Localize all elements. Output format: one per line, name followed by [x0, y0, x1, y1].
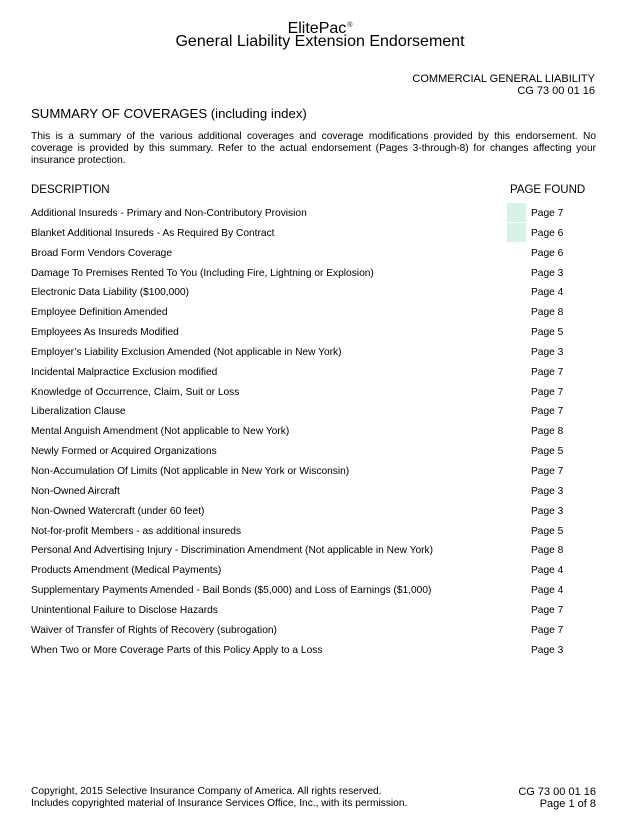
- page-found: Page 8: [531, 307, 564, 319]
- document-title: General Liability Extension Endorsement: [175, 33, 465, 50]
- column-header-description: DESCRIPTION: [31, 184, 110, 196]
- line-of-business: COMMERCIAL GENERAL LIABILITY: [412, 73, 595, 85]
- table-row: [31, 282, 601, 302]
- table-row: [31, 342, 601, 362]
- page-found: Page 8: [531, 426, 564, 438]
- coverage-description: Additional Insureds - Primary and Non-Contributory Provision: [31, 208, 307, 219]
- page-found: Page 7: [531, 366, 564, 378]
- footer-page-number: Page 1 of 8: [539, 798, 596, 810]
- column-header-page-found: PAGE FOUND: [510, 184, 586, 196]
- highlight-mark: [507, 203, 526, 222]
- footer-form-number: CG 73 00 01 16: [518, 786, 596, 798]
- page-found: Page 7: [531, 624, 564, 636]
- page-found: Page 7: [531, 604, 564, 616]
- table-row: [31, 263, 601, 283]
- coverage-description: Broad Form Vendors Coverage: [31, 247, 172, 259]
- coverage-description: Incidental Malpractice Exclusion modified: [31, 366, 218, 378]
- table-row: [31, 540, 601, 560]
- coverage-description: Employer’s Liability Exclusion Amended (Not applicable in New York): [31, 346, 342, 358]
- coverage-description: Unintentional Failure to Disclose Hazards: [31, 604, 218, 616]
- page-found: Page 4: [531, 565, 564, 577]
- coverage-description: When Two or More Coverage Parts of this Policy Apply to a Loss: [31, 644, 323, 656]
- footer-iso-notice: Includes copyrighted material of Insurance Services Office, Inc., with its permission.: [31, 798, 408, 809]
- coverage-description: Blanket Additional Insureds - As Required By Contract: [31, 227, 275, 239]
- table-row: [31, 640, 601, 660]
- coverage-description: Mental Anguish Amendment (Not applicable to New York): [31, 426, 290, 438]
- table-row: [31, 461, 601, 481]
- coverage-description: Newly Formed or Acquired Organizations: [31, 446, 217, 458]
- page-found: Page 3: [531, 505, 564, 517]
- coverage-description: Non-Owned Aircraft: [31, 485, 120, 497]
- page-found: Page 7: [531, 406, 564, 418]
- table-row: [31, 203, 601, 223]
- footer-copyright: Copyright, 2015 Selective Insurance Company of America. All rights reserved.: [31, 786, 382, 797]
- table-row: [31, 421, 601, 441]
- form-number: CG 73 00 01 16: [517, 85, 595, 97]
- table-row: [31, 481, 601, 501]
- table-row: [31, 620, 601, 640]
- coverage-description: Waiver of Transfer of Rights of Recovery (subrogation): [31, 624, 277, 636]
- page-found: Page 5: [531, 446, 564, 458]
- page-found: Page 5: [531, 327, 564, 339]
- coverage-table: [31, 203, 601, 659]
- table-row: [31, 302, 601, 322]
- coverage-description: Knowledge of Occurrence, Claim, Suit or Loss: [31, 386, 240, 398]
- table-row: [31, 223, 601, 243]
- coverage-description: Non-Owned Watercraft (under 60 feet): [31, 505, 205, 517]
- highlight-mark: [507, 223, 526, 242]
- page-found: Page 5: [531, 525, 564, 537]
- page-found: Page 4: [531, 287, 564, 299]
- coverage-description: Not-for-profit Members - as additional insureds: [31, 525, 242, 537]
- page-found: Page 3: [531, 485, 564, 497]
- page-found: Page 6: [531, 247, 564, 259]
- coverage-description: Personal And Advertising Injury - Discrimination Amendment (Not applicable in New York): [31, 545, 434, 557]
- table-row: [31, 401, 601, 421]
- page-found: Page 7: [531, 208, 564, 219]
- table-row: [31, 560, 601, 580]
- table-row: [31, 322, 601, 342]
- table-row: [31, 600, 601, 620]
- coverage-description: Products Amendment (Medical Payments): [31, 565, 222, 577]
- coverage-description: Liberalization Clause: [31, 406, 126, 418]
- registered-mark: ®: [347, 22, 353, 29]
- page-found: Page 3: [531, 346, 564, 358]
- summary-heading: SUMMARY OF COVERAGES (including index): [31, 106, 307, 121]
- table-row: [31, 382, 601, 402]
- intro-paragraph: This is a summary of the various additional coverages and coverage modifications provided by this endorsement. No coverage is provided by this summary. Refer to the actual endorsement (Pages 3-through-8) for changes affecting your insurance protection.: [31, 131, 596, 166]
- page-found: Page 3: [531, 644, 564, 656]
- coverage-description: Non-Accumulation Of Limits (Not applicable in New York or Wisconsin): [31, 465, 350, 477]
- table-row: [31, 580, 601, 600]
- page-found: Page 7: [531, 465, 564, 477]
- table-row: [31, 441, 601, 461]
- coverage-description: Supplementary Payments Amended - Bail Bonds ($5,000) and Loss of Earnings ($1,000): [31, 585, 432, 597]
- page-found: Page 4: [531, 585, 564, 597]
- page-found: Page 6: [531, 227, 564, 239]
- page-found: Page 7: [531, 386, 564, 398]
- coverage-description: Electronic Data Liability ($100,000): [31, 287, 189, 299]
- coverage-description: Damage To Premises Rented To You (Including Fire, Lightning or Explosion): [31, 267, 374, 279]
- table-row: [31, 501, 601, 521]
- page-found: Page 8: [531, 545, 564, 557]
- table-row: [31, 362, 601, 382]
- page-found: Page 3: [531, 267, 564, 279]
- brand-name: ElitePac: [287, 20, 347, 37]
- coverage-description: Employee Definition Amended: [31, 307, 168, 319]
- table-row: [31, 521, 601, 541]
- table-row: [31, 243, 601, 263]
- coverage-description: Employees As Insureds Modified: [31, 327, 179, 339]
